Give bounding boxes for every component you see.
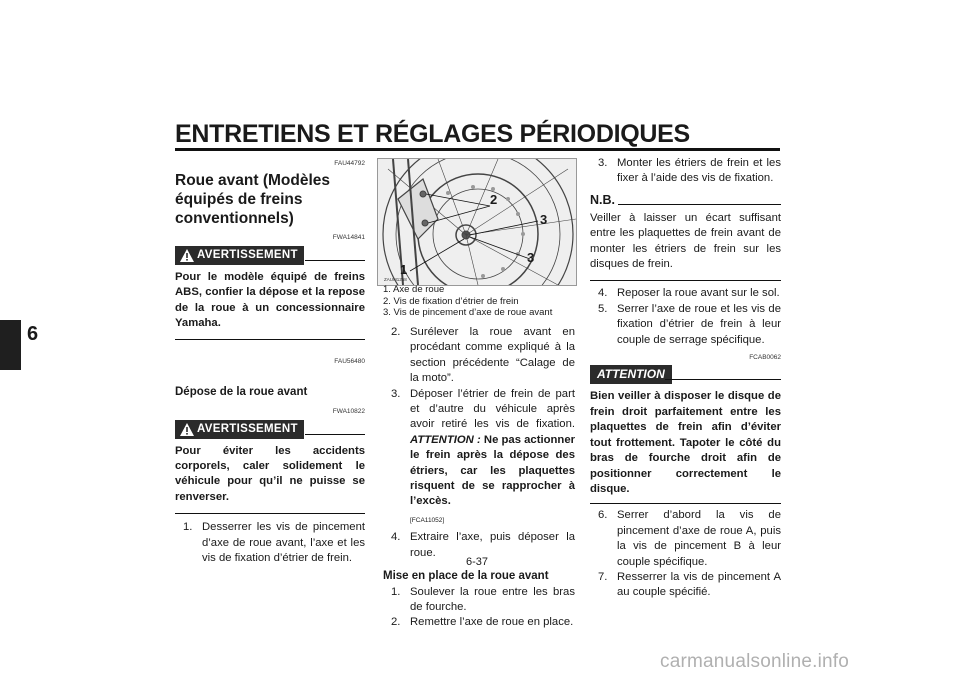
- ref-code: [FCA11052]: [410, 516, 445, 524]
- warning-end-rule: [175, 339, 365, 340]
- page-number: 6-37: [466, 556, 489, 568]
- middle-column-body: [383, 325, 575, 631]
- attention-inline-label: ATTENTION :: [410, 433, 481, 446]
- list-item: [590, 286, 781, 301]
- watermark: carmanualsonline.info: [660, 651, 850, 672]
- header-rule: [175, 148, 780, 151]
- note-rule: [618, 204, 781, 205]
- attention-box: [590, 365, 781, 385]
- warning-box: [175, 246, 365, 266]
- item-text: Reposer la roue avant sur le sol.: [617, 287, 780, 300]
- figure-caption: 3. Vis de pincement d’axe de roue avant: [383, 307, 553, 318]
- item-text: Resserrer la vis de pincement A au couple spécifié.: [617, 570, 781, 599]
- item-text: Serrer d’abord la vis de pincement d’axe de roue A, puis la vis de pincement B à leur couple spécifique.: [617, 509, 781, 568]
- item-text: Desserrer les vis de pincement d’axe de roue avant, l’axe et les vis de fixation d’étrier de frein.: [202, 521, 365, 565]
- section-heading: Roue avant (Modèles équipés de freins conventionnels): [175, 172, 331, 228]
- ref-code: FAU56480: [334, 358, 365, 366]
- subheading: Mise en place de la roue avant: [383, 570, 549, 583]
- item-number: 4.: [391, 531, 401, 544]
- image-code: ZAUM1258: [384, 277, 407, 282]
- item-number: 6.: [598, 509, 608, 522]
- ref-code: FCAB0062: [749, 354, 781, 362]
- list-item: [383, 585, 575, 616]
- callout-2: 2: [490, 192, 498, 207]
- item-text: Remettre l’axe de roue en place.: [410, 616, 574, 629]
- warning-icon: [179, 422, 195, 437]
- chapter-number: 6: [27, 323, 39, 345]
- warning-text: Pour éviter les accidents corporels, caler solidement le véhicule pour qu’il ne puisse se renverser.: [175, 444, 365, 503]
- attention-end-rule: [590, 503, 781, 504]
- warning-label: AVERTISSEMENT: [197, 248, 298, 261]
- note-label: N.B.: [590, 192, 615, 207]
- chapter-tab: [0, 320, 21, 370]
- ref-code: FWA10822: [332, 408, 365, 416]
- warning-icon: [179, 248, 195, 263]
- warning-rule: [305, 434, 365, 435]
- figure-caption: 2. Vis de fixation d’étrier de frein: [383, 295, 519, 307]
- warning-end-rule: [175, 513, 365, 514]
- note-end-rule: [590, 280, 781, 281]
- item-number: 5.: [598, 302, 608, 315]
- warning-badge: [175, 420, 304, 439]
- list-item: [383, 325, 575, 387]
- ref-code: FWA14841: [332, 234, 365, 242]
- warning-badge: [175, 246, 304, 265]
- attention-badge: ATTENTION: [590, 365, 672, 384]
- item-number: 4.: [598, 287, 608, 300]
- attention-text: Bien veiller à disposer le disque de frein droit parfaitement entre les plaquettes de frein afin d’éviter tout frottement. Tapoter le côté du bras de fourche droit afin de positionner correctement le disque.: [590, 390, 781, 495]
- ref-code: FAU44792: [334, 160, 365, 167]
- page-header-title: ENTRETIENS ET RÉGLAGES PÉRIODIQUES: [175, 120, 690, 148]
- item-number: 2.: [391, 616, 401, 629]
- item-number: 3.: [391, 387, 401, 400]
- attention-rule: [665, 379, 781, 380]
- item-number: 1.: [183, 521, 193, 534]
- item-number: 3.: [598, 157, 608, 169]
- item-text: Déposer l’étrier de frein de part et d’autre du véhicule après avoir retiré les vis de fixation.: [410, 387, 575, 431]
- list-item: [590, 570, 781, 601]
- warning-label: AVERTISSEMENT: [197, 422, 298, 435]
- item-number: 1.: [391, 585, 401, 598]
- list-item: [590, 302, 781, 348]
- list-item: [590, 508, 781, 570]
- right-column: [590, 156, 781, 601]
- list-item: [175, 520, 365, 566]
- item-text: Serrer l’axe de roue et les vis de fixation d’étrier de frein à leur couple de serrage spécifique.: [617, 302, 781, 346]
- figure-caption: 1. Axe de roue: [383, 284, 445, 295]
- list-item: [383, 387, 575, 529]
- list-item: [590, 156, 781, 187]
- item-text: Surélever la roue avant en procédant comme expliqué à la section précédente “Calage de la moto”.: [410, 326, 575, 385]
- warning-rule: [305, 260, 365, 261]
- item-text: Extraire l’axe, puis déposer la roue.: [410, 531, 575, 559]
- note-header: [590, 193, 781, 211]
- warning-box: [175, 420, 365, 440]
- callout-3: 3: [527, 250, 535, 265]
- item-number: 7.: [598, 570, 608, 583]
- list-item: [383, 615, 575, 630]
- callout-3: 3: [540, 212, 548, 227]
- warning-text: Pour le modèle équipé de freins ABS, confier la dépose et la repose de la roue à un concessionnaire Yamaha.: [175, 270, 365, 330]
- middle-column: [383, 284, 575, 319]
- subheading: Dépose de la roue avant: [175, 385, 308, 398]
- item-text: Soulever la roue entre les bras de fourche.: [410, 585, 575, 613]
- attention-inline-text: Ne pas actionner le frein après la dépose des étriers, car les plaquettes risquent de se rapprocher à l’excès.: [410, 433, 575, 508]
- item-number: 2.: [391, 326, 401, 338]
- note-text: Veiller à laisser un écart suffisant entre les plaquettes de frein avant de monter les étriers de frein sur les disques de frein.: [590, 211, 781, 271]
- item-text: Monter les étriers de frein et les fixer à l’aide des vis de fixation.: [617, 157, 781, 185]
- left-column: [175, 156, 365, 567]
- callout-1: 1: [400, 262, 408, 277]
